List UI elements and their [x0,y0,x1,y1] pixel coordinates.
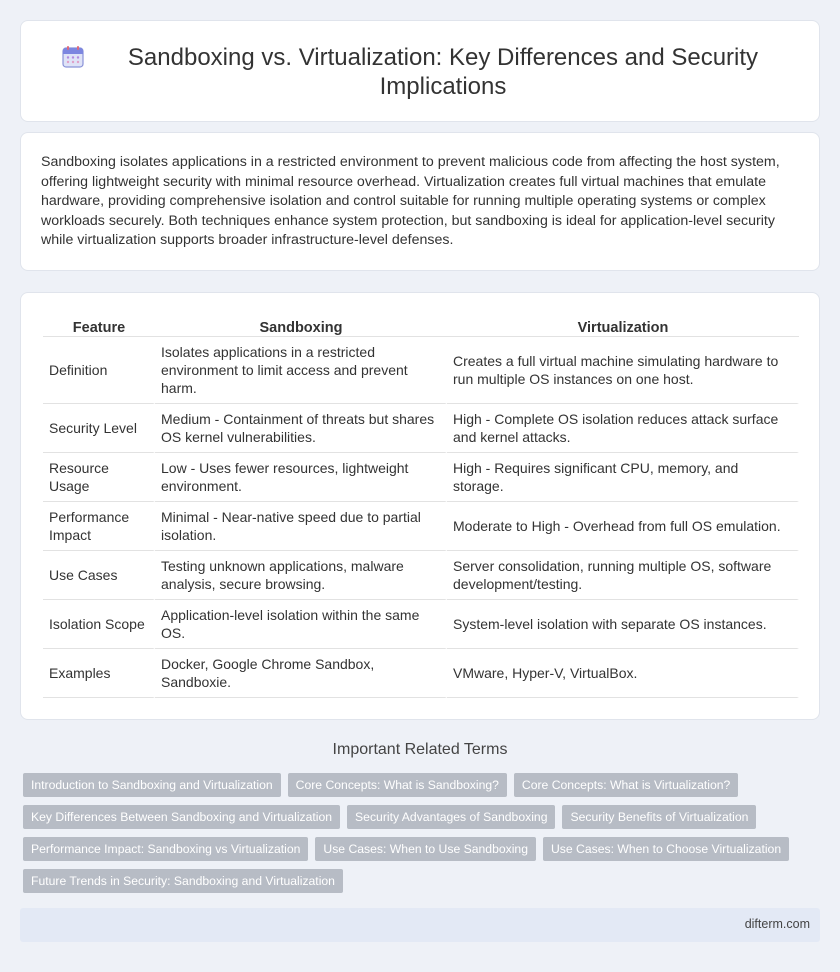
intro-paragraph: Sandboxing isolates applications in a restricted environment to prevent malicious code from affecting the host system, offering lightweight security with minimal resource overhead. Virtualization creates full virtual machines that emulate hardware, providing comprehensive isolation and control suitable for running multiple operating systems or complex workloads securely. Both techniques enhance system protection, but sandboxing is ideal for application-level security while virtualization supports broader infrastructure-level defenses. [41,154,780,248]
table-row [43,502,799,551]
sandboxing-cell: Low - Uses fewer resources, lightweight environment. [155,453,447,502]
title-card [20,20,820,122]
footer-bar [20,908,820,942]
tag-row [23,773,823,797]
tag-row [23,805,823,829]
title-wrap [21,21,821,123]
virtualization-cell: VMware, Hyper-V, VirtualBox. [447,649,799,698]
table-row [43,551,799,600]
related-term-link[interactable]: Use Cases: When to Choose Virtualization [543,837,789,861]
sandboxing-cell: Minimal - Near-native speed due to partial isolation. [155,502,447,551]
table-header-row [43,315,799,337]
sandboxing-cell: Testing unknown applications, malware analysis, secure browsing. [155,551,447,600]
tag-row [23,837,823,861]
related-term-link[interactable]: Key Differences Between Sandboxing and Virtualization [23,805,340,829]
footer-site-link[interactable]: difterm.com [744,917,810,931]
tag-row [23,869,823,893]
related-term-link[interactable]: Security Benefits of Virtualization [562,805,756,829]
sandboxing-cell: Isolates applications in a restricted environment to limit access and prevent harm. [155,337,447,404]
sandboxing-cell: Docker, Google Chrome Sandbox, Sandboxie. [155,649,447,698]
related-terms-list [23,773,823,901]
virtualization-cell: System-level isolation with separate OS instances. [447,600,799,649]
virtualization-cell: High - Complete OS isolation reduces attack surface and kernel attacks. [447,404,799,453]
feature-cell: Security Level [43,404,155,453]
table-row [43,600,799,649]
virtualization-cell: High - Requires significant CPU, memory, and storage. [447,453,799,502]
sandboxing-cell: Application-level isolation within the same OS. [155,600,447,649]
feature-cell: Definition [43,337,155,404]
table-row [43,649,799,698]
related-term-link[interactable]: Introduction to Sandboxing and Virtualization [23,773,281,797]
related-term-link[interactable]: Use Cases: When to Use Sandboxing [315,837,536,861]
table-row [43,404,799,453]
related-term-link[interactable]: Future Trends in Security: Sandboxing and Virtualization [23,869,343,893]
table-row [43,337,799,404]
sandboxing-cell: Medium - Containment of threats but shares OS kernel vulnerabilities. [155,404,447,453]
virtualization-cell: Server consolidation, running multiple OS, software development/testing. [447,551,799,600]
header-sandboxing: Sandboxing [155,315,447,337]
feature-cell: Use Cases [43,551,155,600]
page-title: Sandboxing vs. Virtualization: Key Differences and Security Implications [127,44,759,100]
related-term-link[interactable]: Performance Impact: Sandboxing vs Virtualization [23,837,308,861]
intro-card [20,132,820,271]
related-term-link[interactable]: Core Concepts: What is Sandboxing? [288,773,507,797]
header-virtualization: Virtualization [447,315,799,337]
comparison-table [43,315,799,698]
related-terms-heading: Important Related Terms [332,741,508,758]
feature-cell: Resource Usage [43,453,155,502]
virtualization-cell: Moderate to High - Overhead from full OS emulation. [447,502,799,551]
table-row [43,453,799,502]
related-term-link[interactable]: Core Concepts: What is Virtualization? [514,773,738,797]
calendar-icon [61,45,85,69]
feature-cell: Performance Impact [43,502,155,551]
related-term-link[interactable]: Security Advantages of Sandboxing [347,805,555,829]
feature-cell: Examples [43,649,155,698]
comparison-card [20,292,820,720]
feature-cell: Isolation Scope [43,600,155,649]
header-feature: Feature [43,315,155,337]
virtualization-cell: Creates a full virtual machine simulating hardware to run multiple OS instances on one host. [447,337,799,404]
